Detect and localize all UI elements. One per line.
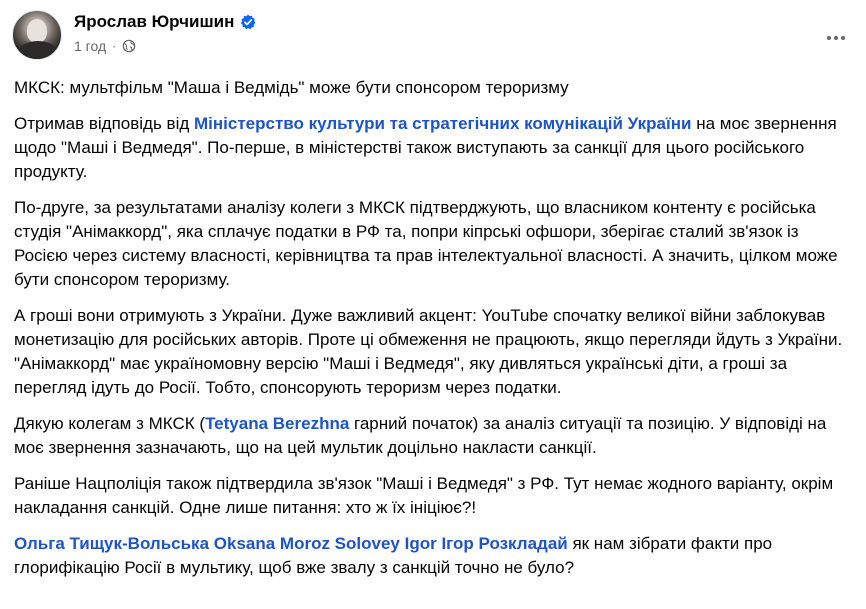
paragraph-text: Отримав відповідь від xyxy=(14,114,195,133)
author-name[interactable]: Ярослав Юрчишин xyxy=(74,12,235,31)
avatar-face xyxy=(27,19,47,43)
post-paragraph-6 xyxy=(14,472,856,520)
post-paragraph-3 xyxy=(14,196,856,292)
post-paragraph-2 xyxy=(14,112,856,184)
mention-tetyana-berezhna-link[interactable]: Tetyana Berezhna xyxy=(205,414,350,433)
post-body xyxy=(14,76,856,592)
paragraph-text: Раніше Нацполіція також підтвердила зв'язок "Маші і Ведмедя" з РФ. Тут немає жодного варіанту, окрім накладання санкцій. Одне лише питання: хто ж їх ініціює?! xyxy=(14,474,834,517)
avatar-shoulders xyxy=(17,41,59,60)
author-line xyxy=(74,12,256,32)
paragraph-text: як нам зібрати факти про глорифікацію Росії в мультику, щоб вже звалу з санкцій точно не було? xyxy=(14,534,773,577)
paragraph-text: МКСК: мультфільм "Маша і Ведмідь" може бути спонсором тероризму xyxy=(14,78,569,97)
post-paragraph-4 xyxy=(14,304,856,400)
mention-igor-rozkladai-link[interactable]: Igor Ігор Розкладай xyxy=(404,534,568,553)
paragraph-text: Дякую колегам з МКСК ( xyxy=(14,414,206,433)
paragraph-text: гарний початок) за аналіз ситуації та позицію. У відповіді на моє звернення зазначають, що на цей мультик доцільно накласти санкції. xyxy=(14,414,827,457)
more-horizontal-icon xyxy=(827,36,845,40)
post-paragraph-5 xyxy=(14,412,856,460)
post-timestamp[interactable]: 1 год xyxy=(74,38,107,54)
post-header xyxy=(12,10,854,64)
paragraph-text: А гроші вони отримують з України. Дуже важливий акцент: YouTube спочатку великої війни заблокував монетизацію для російських авторів. Проте ці обмеження не працюють, якщо перегляди йдуть з України. "Анімаккорд" має україномовну версію "Маші і Ведмедя", яку дивляться українські діти, а гроші за перегляд ідуть до Росії. Тобто, спонсорують тероризм через податки. xyxy=(14,306,843,397)
post-options-button[interactable] xyxy=(818,20,854,56)
post-paragraph-1 xyxy=(14,76,856,100)
mention-olha-tyshchuk-link[interactable]: Ольга Тищук-Вольська xyxy=(14,534,210,553)
post-paragraph-7 xyxy=(14,532,856,580)
globe-icon[interactable] xyxy=(122,39,136,53)
author-block xyxy=(74,12,256,54)
paragraph-text: на моє звернення щодо "Маші і Ведмедя". По-перше, в міністерстві також виступають за санкції для цього російського продукту. xyxy=(14,114,837,181)
mention-ministry-link[interactable]: Міністерство культури та стратегічних комунікацій України xyxy=(194,114,692,133)
avatar[interactable] xyxy=(12,10,62,60)
post-meta xyxy=(74,38,256,54)
mention-oksana-moroz-link[interactable]: Oksana Moroz Solovey xyxy=(213,534,400,553)
paragraph-text: По-друге, за результатами аналізу колеги з МКСК підтверджують, що власником контенту є російська студія "Анімаккорд", яка сплачує податки в РФ та, попри кіпрські офшори, зберігає сталий зв'язок із Росією через систему власності, керівництва та прав інтелектуальної власності. А значить, цілком може бути спонсором тероризму. xyxy=(14,198,838,289)
meta-separator: · xyxy=(112,39,117,53)
verified-badge-icon xyxy=(240,14,256,30)
